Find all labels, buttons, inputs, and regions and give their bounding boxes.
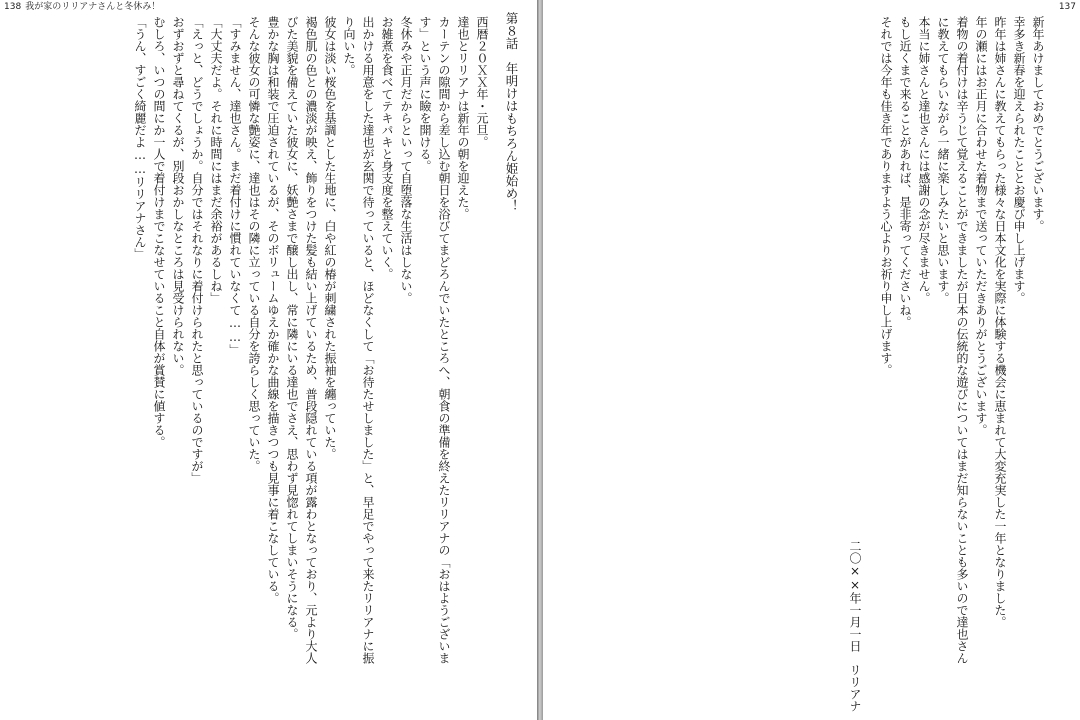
text-line: 達也とリリアナは新年の朝を迎えた。 [456,16,470,220]
left-page-header [4,2,160,13]
text-line: むしろ、いつの間にか一人で着付けまでこなせていること自体が賞賛に値する。 [152,16,166,448]
text-line: 「大丈夫だよ。それに時間にはまだ余裕があるしね」 [209,16,223,304]
text-line: 「うん、すごく綺麗だよ……リリアナさん」 [133,16,147,260]
text-line: カーテンの隙間から差し込む朝日を浴びてまどろんでいたところへ、朝食の準備を終えたリリアナの「おはようございま [437,16,451,664]
text-line: 年の瀬にはお正月に合わせた着物まで送っていただきありがとうございます。 [974,16,988,436]
text-line: す」という声に瞼を開ける。 [418,16,432,172]
right-page-number: 137 [1058,2,1076,12]
right-page-header [1059,2,1076,13]
text-line: それでは今年も佳き年でありますよう心よりお祈り申し上げます。 [879,16,893,376]
chapter-title: 第８話 年明けはもちろん姫始め！ [504,12,519,212]
text-line: おずおずと尋ねてくるが、別段おかしなところは見受けられない。 [171,16,185,376]
left-body-text [130,16,491,706]
text-line: 豊かな胸は和装で圧迫されているが、そのボリュームゆえか確かな曲線を描きつつも見事に着こなしている。 [266,16,280,604]
text-line: 幸多き新春を迎えられたこととお慶び申し上げます。 [1012,16,1026,304]
text-line: もし近くまで来ることがあれば、是非寄ってくださいね。 [898,16,912,328]
left-page-number: 138 [4,2,22,12]
text-line: 冬休みや正月だからといって自堕落な生活はしない。 [399,16,413,304]
text-line: 新年あけましておめでとうございます。 [1031,16,1045,232]
text-line: 着物の着付けは辛うじて覚えることができましたが日本の伝統的な遊びについてはまだ知らないことも多いので達也さん [955,16,969,664]
left-page [0,0,537,720]
text-line: お雑煮を食べてテキパキと身支度を整えていく。 [380,16,394,280]
text-line: 「すみません、達也さん。まだ着付けに慣れていなくて……」 [228,16,242,356]
right-body-text [876,16,1047,706]
text-line: 西暦２０ＸＸ年・元旦。 [475,16,489,148]
date-signature: 二〇××年一月一日 リリアナ [848,540,862,712]
text-line: に教えてもらいながら一緒に楽しみたいと思います。 [936,16,950,304]
text-line: びた美貌を備えていた彼女に、妖艶さまで醸し出し、常に隣にいる達也でさえ、思わず見惚れてしまいそうになる。 [285,16,299,640]
text-line: 昨年は姉さんに教えてもらった様々な日本文化を実際に体験する機会に恵まれて大変充実した一年となりました。 [993,16,1007,628]
text-line: り向いた。 [342,16,356,76]
text-line: 「えっと、どうでしょうか。自分ではそれなりに着付けられたと思っているのですが」 [190,16,204,484]
right-page [543,0,1080,720]
text-line: そんな彼女の可憐な艶姿に、達也はその隣に立っている自分を誇らしく思っていた。 [247,16,261,472]
running-title: 我が家のリリアナさんと冬休み！ [25,2,161,12]
text-line: 褐色肌の色との濃淡が映え、飾りをつけた髪も結い上げているため、普段隠れている項が露わとなっており、元より大人 [304,16,318,664]
text-line: 本当に姉さんと達也さんには感謝の念が尽きません。 [917,16,931,304]
text-line: 彼女は淡い桜色を基調とした生地に、白や紅の椿が刺繍された振袖を纏っていた。 [323,16,337,460]
text-line: 出かける用意をした達也が玄関で待っていると、ほどなくして「お待たせしました」と、早足でやって来たリリアナに振 [361,16,375,664]
